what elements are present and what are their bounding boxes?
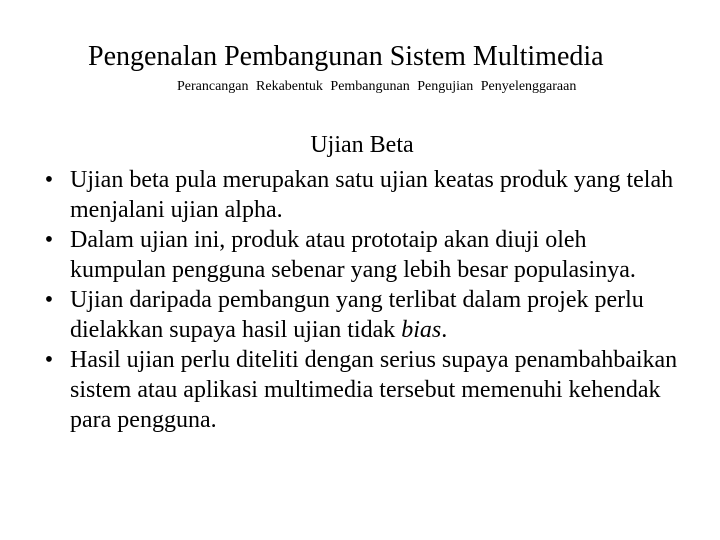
- bullet-icon: •: [44, 227, 54, 253]
- bullet-icon: •: [44, 347, 54, 373]
- section-heading-text: Ujian Beta: [310, 132, 414, 158]
- slide-title: Pengenalan Pembangunan Sistem Multimedia: [88, 41, 604, 72]
- bullet-item: [38, 345, 678, 435]
- bullet-text: Hasil ujian perlu diteliti dengan serius supaya penambahbaikan sistem atau aplikasi multimedia tersebut memenuhi kehendak para pengguna.: [70, 347, 678, 433]
- bullet-text: Ujian beta pula merupakan satu ujian keatas produk yang telah menjalani ujian alpha.: [70, 167, 674, 223]
- bullet-text-italic: bias: [401, 317, 442, 343]
- bullet-text: Ujian daripada pembangun yang terlibat dalam projek perlu dielakkan supaya hasil ujian tidak: [70, 287, 644, 343]
- breadcrumb-item-penyelenggaraan: Penyelenggaraan: [480, 79, 577, 94]
- bullet-list: [38, 165, 678, 435]
- breadcrumb-item-pembangunan: Pembangunan: [330, 79, 410, 94]
- breadcrumb-item-perancangan: Perancangan: [177, 79, 249, 94]
- bullet-item: [38, 285, 678, 345]
- section-heading: [0, 130, 720, 160]
- bullet-text-end: .: [441, 317, 448, 343]
- bullet-text: Dalam ujian ini, produk atau prototaip akan diuji oleh kumpulan pengguna sebenar yang lebih besar populasinya.: [70, 227, 636, 283]
- breadcrumb: [177, 77, 576, 97]
- bullet-item: [38, 165, 678, 225]
- bullet-icon: •: [44, 167, 54, 193]
- breadcrumb-item-rekabentuk: Rekabentuk: [256, 79, 323, 94]
- bullet-item: [38, 225, 678, 285]
- bullet-icon: •: [44, 287, 54, 313]
- breadcrumb-item-pengujian: Pengujian: [417, 79, 474, 94]
